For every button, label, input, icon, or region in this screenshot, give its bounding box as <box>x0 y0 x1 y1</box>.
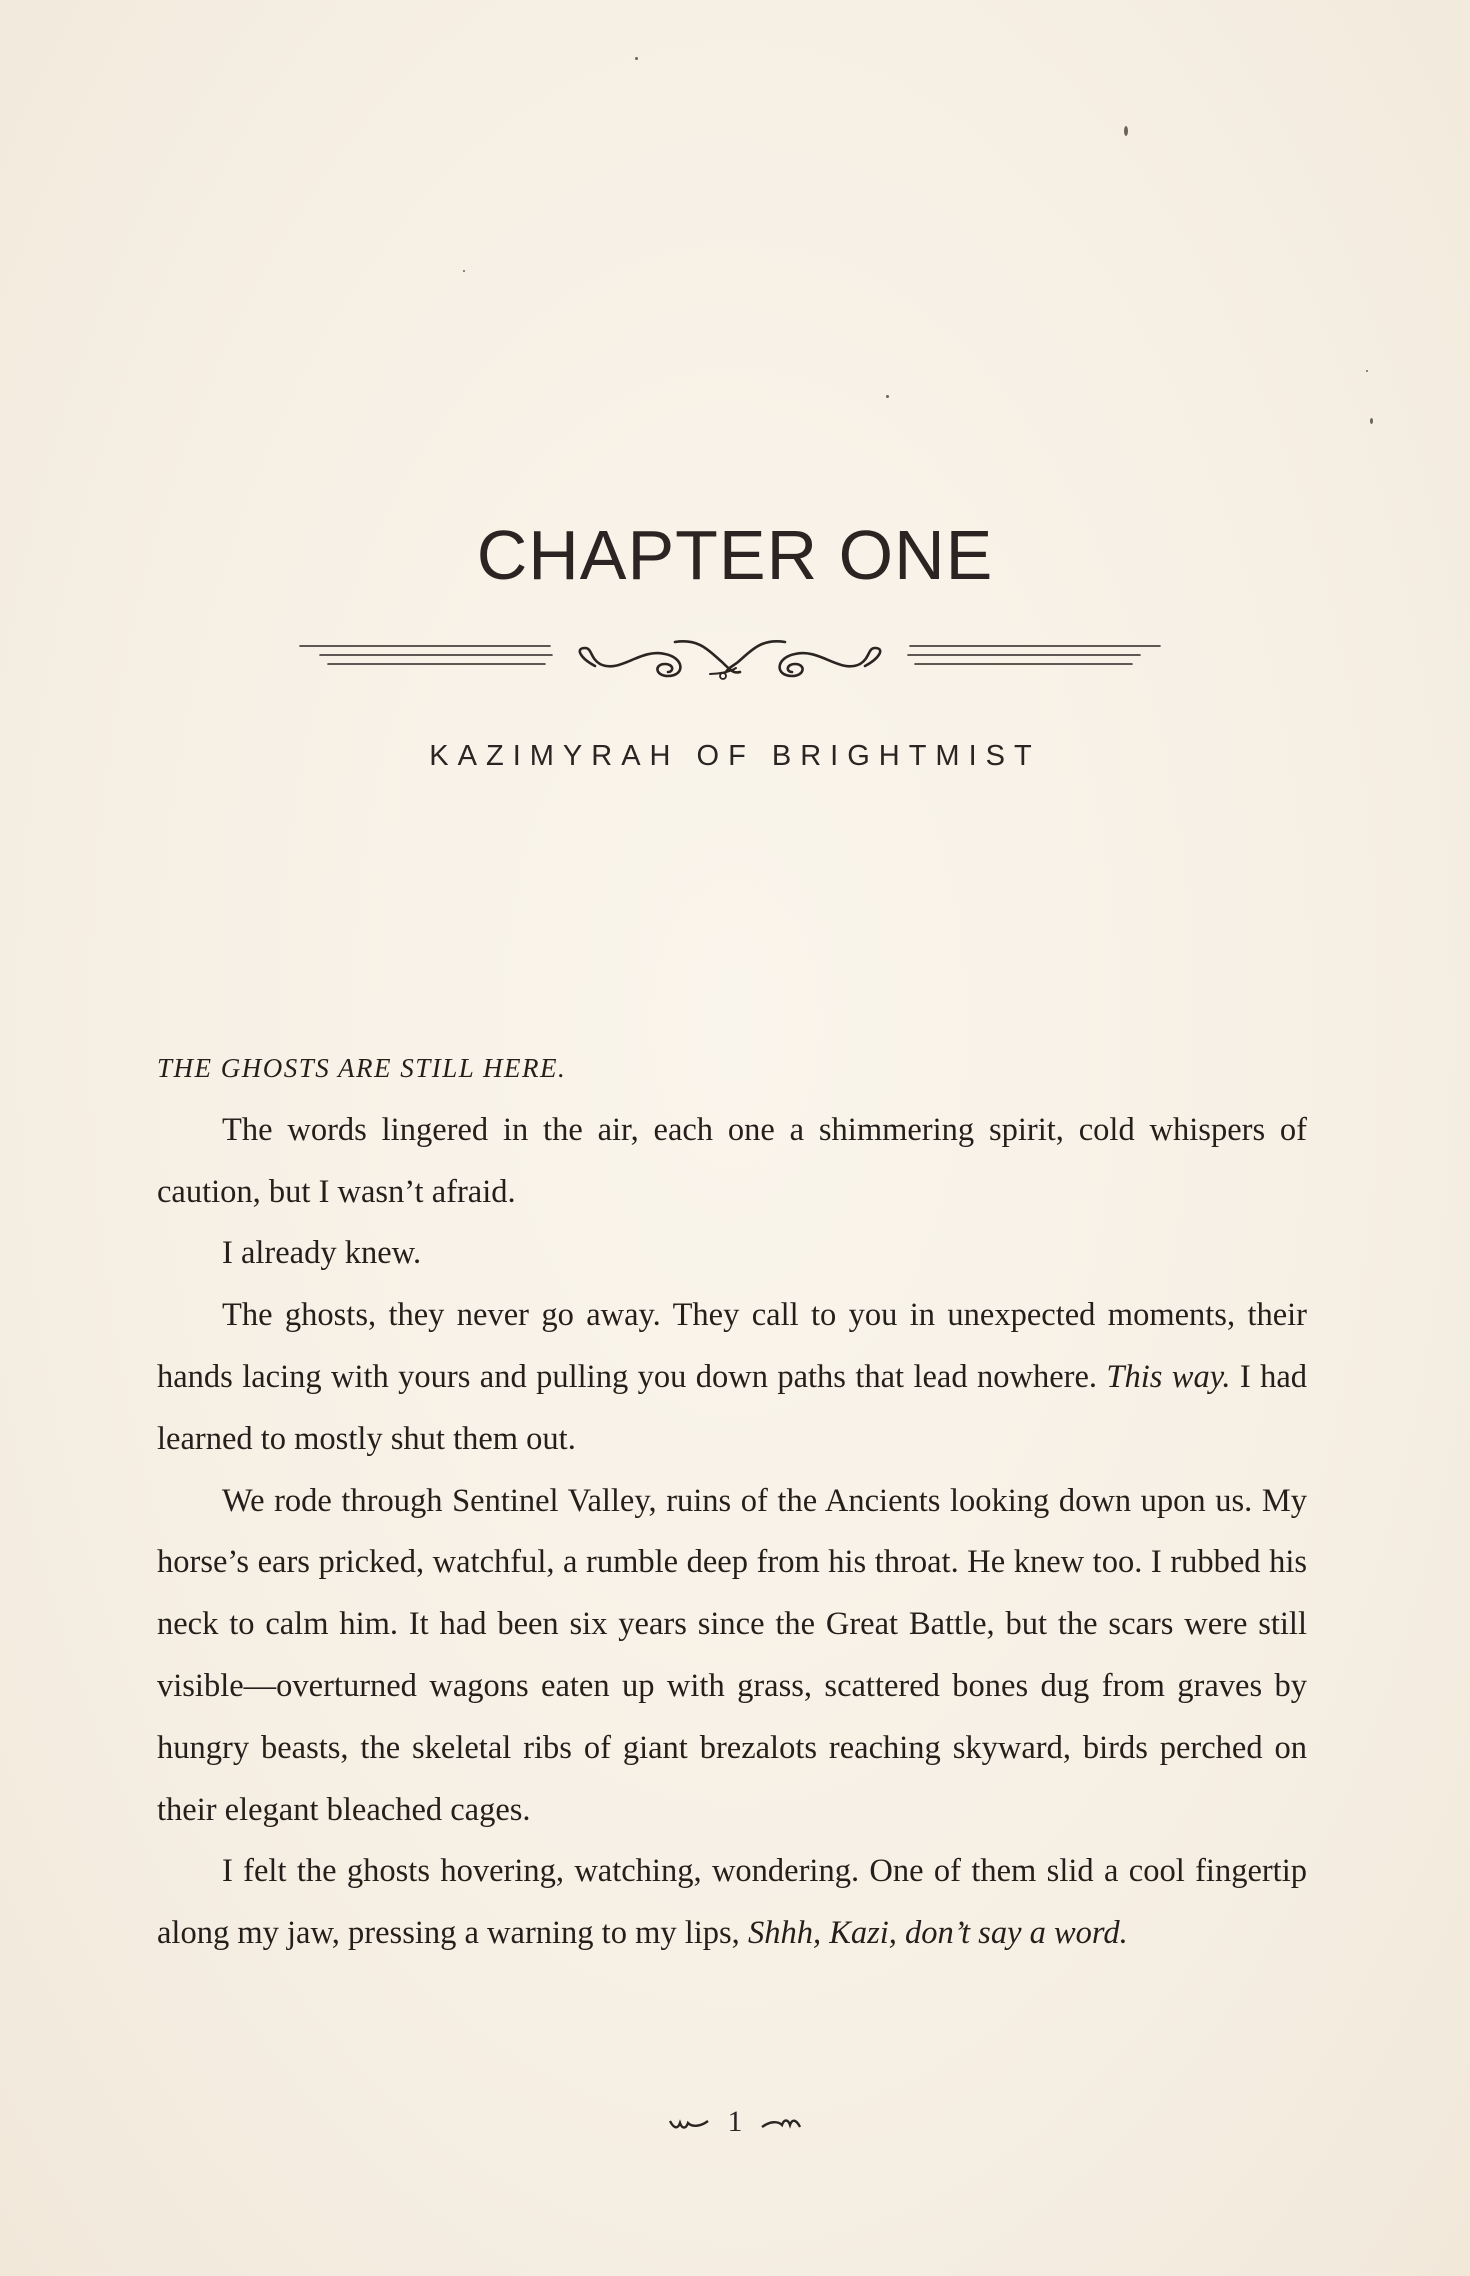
body-text <box>157 1038 1307 1965</box>
scan-speck <box>463 270 465 272</box>
scan-speck <box>886 395 889 398</box>
scan-speck <box>1366 370 1368 372</box>
italic-text: Shhh, Kazi, don’t say a word. <box>747 1915 1128 1952</box>
italic-text: This way. <box>1106 1358 1231 1395</box>
paragraph <box>157 1100 1307 1224</box>
chapter-ornament-divider <box>290 628 1170 698</box>
paragraph-text: The ghosts, they never go away. They call to you in unexpected moments, their hands lacing with yours and pulling you down paths that lead nowhere. <box>157 1297 1307 1395</box>
paragraph-text: We rode through Sentinel Valley, ruins of the Ancients looking down upon us. My horse’s ears pricked, watchful, a rumble deep from his throat. He knew too. I rubbed his neck to calm him. It had been six years since the Great Battle, but the scars were still visible—overturned wagons eaten up with grass, scattered bones dug from graves by hungry beasts, the skeletal ribs of giant brezalots reaching skyward, birds perched on their elegant bleached cages. <box>157 1482 1307 1828</box>
chapter-subtitle: KAZIMYRAH OF BRIGHTMIST <box>429 740 1041 772</box>
paragraph <box>157 1285 1307 1470</box>
scan-speck <box>1124 126 1128 136</box>
scan-speck <box>635 57 638 60</box>
chapter-title: CHAPTER ONE <box>476 516 994 594</box>
scan-speck <box>1370 418 1373 424</box>
paragraph <box>157 1038 1307 1100</box>
paragraph-text: I had learned to mostly shut them out. <box>157 1358 1307 1457</box>
page-folio <box>0 2105 1470 2139</box>
italic-text: THE GHOSTS ARE STILL HERE. <box>157 1053 567 1083</box>
paragraph-text: The words lingered in the air, each one a shimmering spirit, cold whispers of caution, but I wasn’t afraid. <box>157 1111 1307 1210</box>
paragraph <box>157 1841 1307 1965</box>
folio-right-flourish <box>760 2117 802 2131</box>
paragraph <box>157 1223 1307 1285</box>
page-number: 1 <box>727 2105 743 2138</box>
paragraph <box>157 1471 1307 1842</box>
paragraph-text: I felt the ghosts hovering, watching, wondering. One of them slid a cool fingertip along my jaw, pressing a warning to my lips, <box>157 1853 1307 1952</box>
folio-left-flourish <box>668 2117 710 2131</box>
paragraph-text: I already knew. <box>222 1235 422 1272</box>
